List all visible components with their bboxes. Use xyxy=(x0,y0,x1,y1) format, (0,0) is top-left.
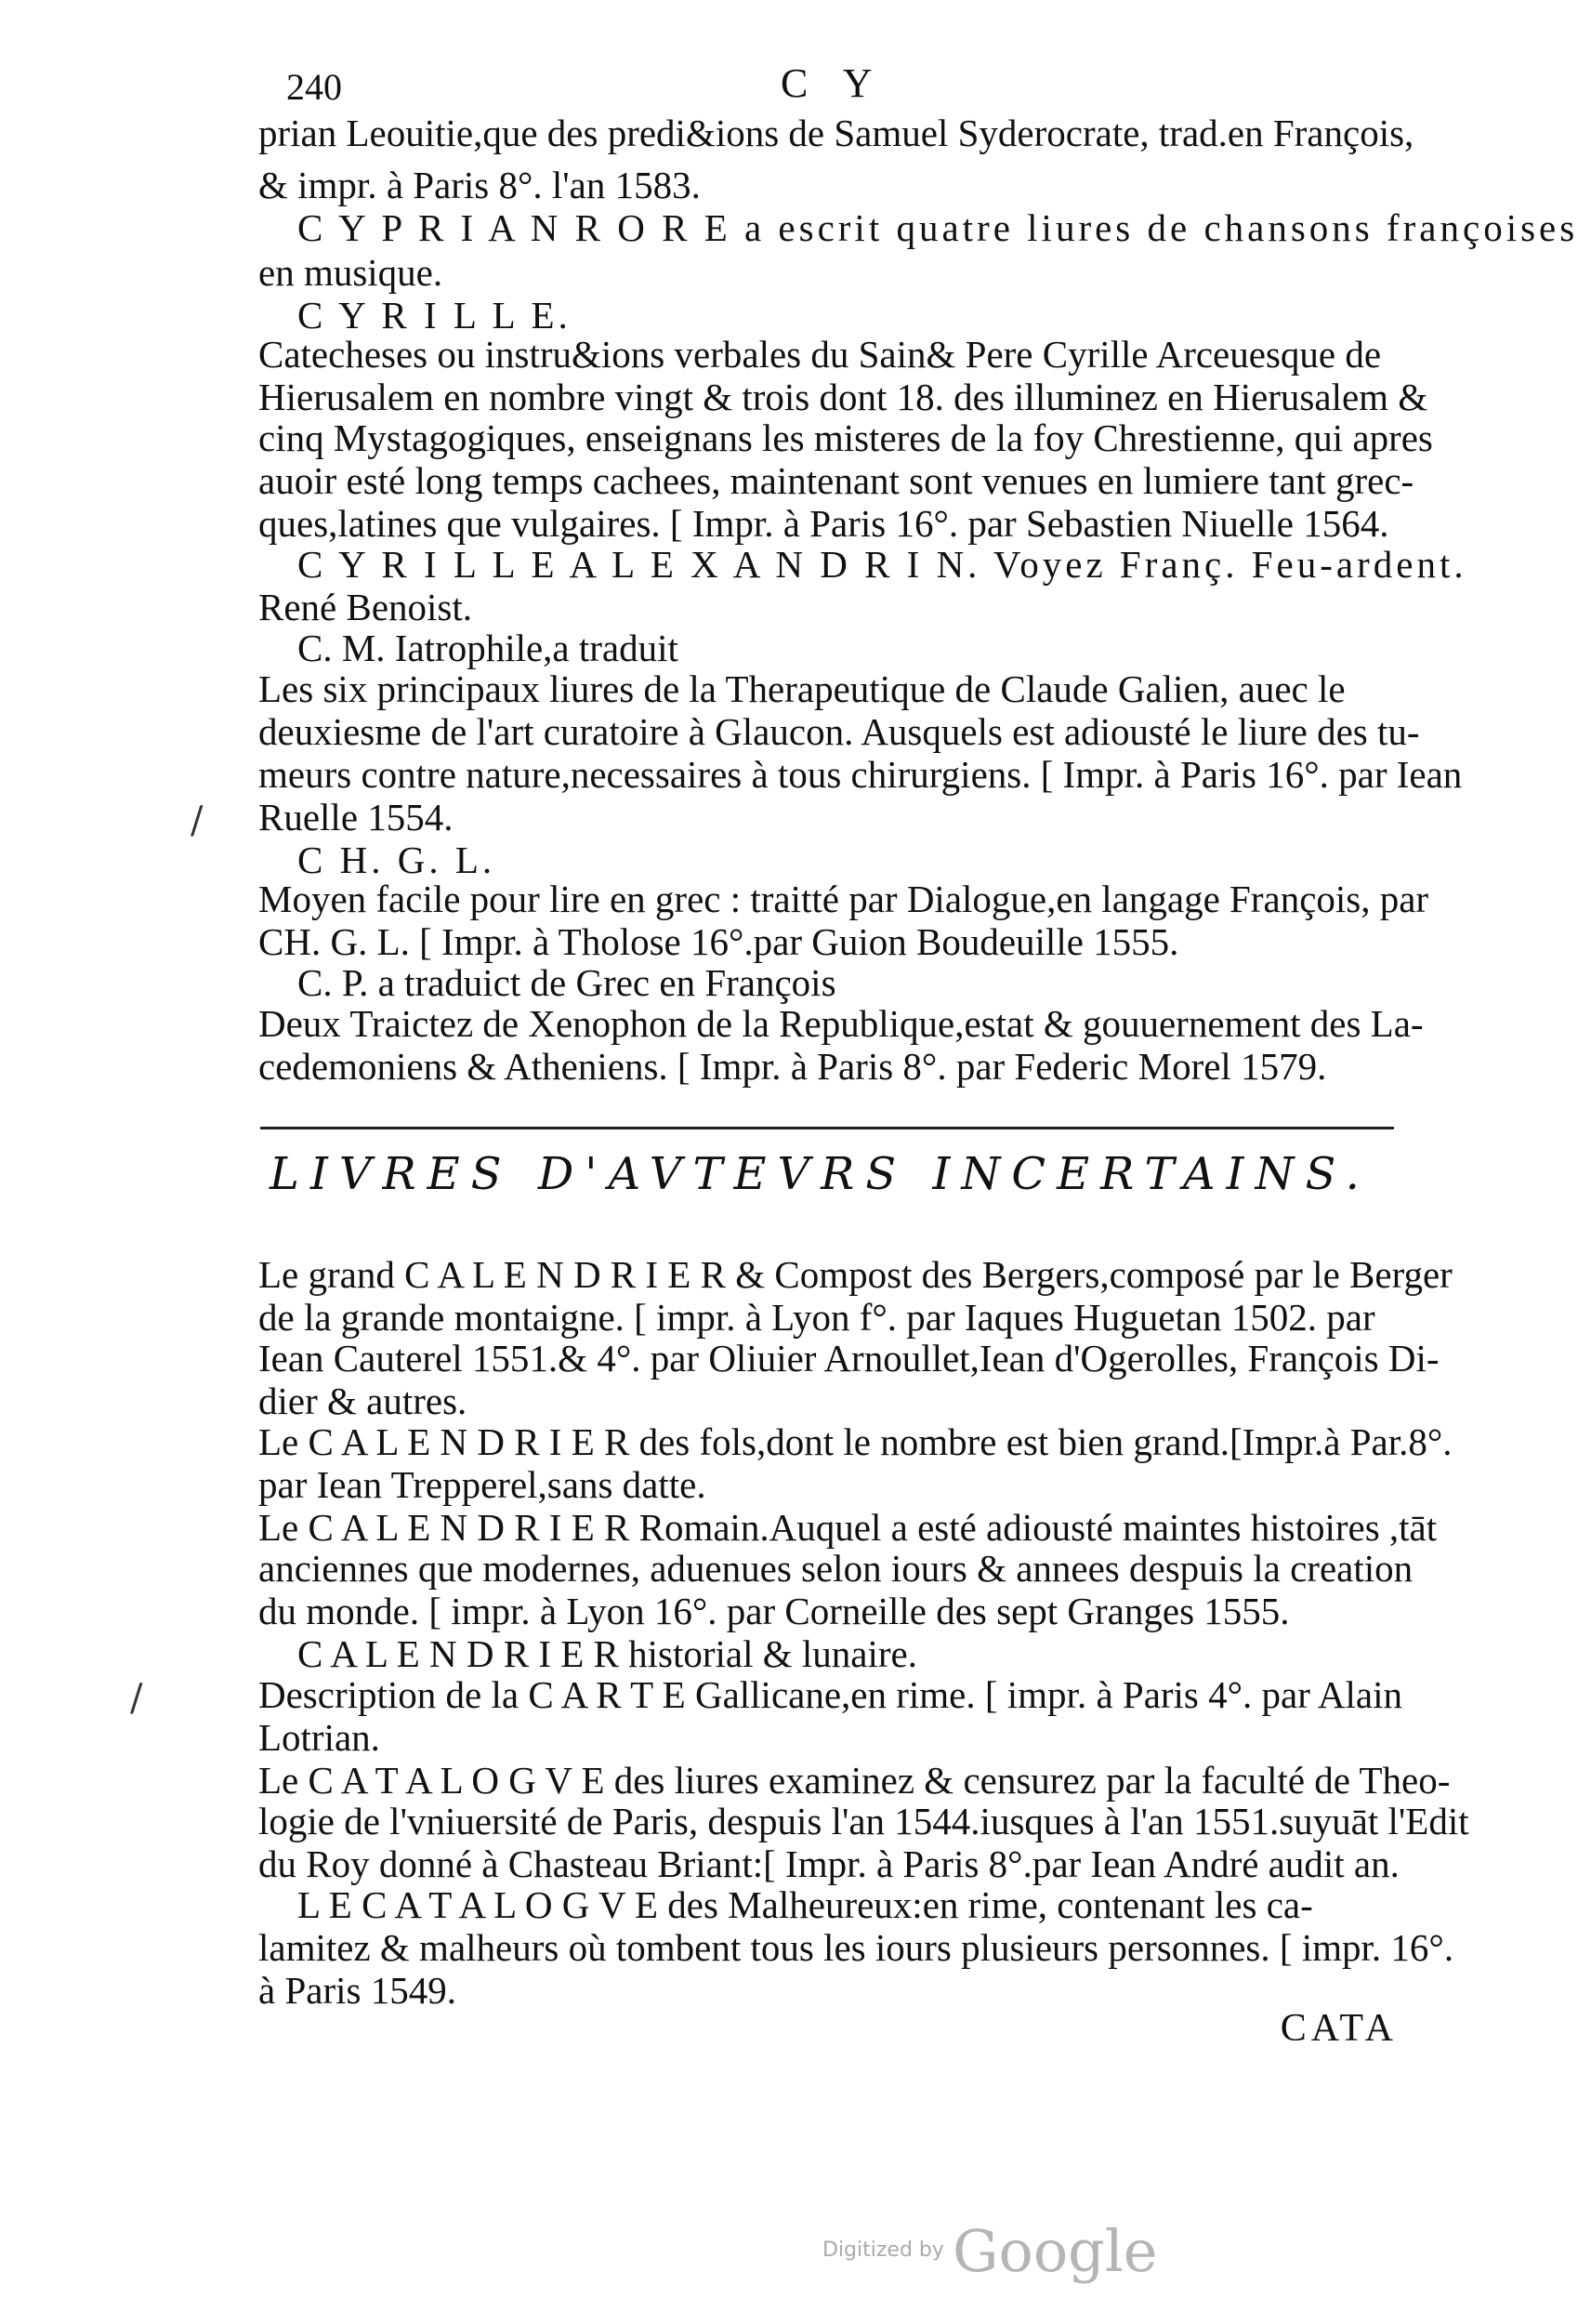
text-line: Description de la C A R T E Gallicane,en rime. [ impr. à Paris 4°. par Alain xyxy=(258,1673,1402,1716)
entry-heading: L E C A T A L O G V E des Malheureux:en rime, contenant les ca- xyxy=(297,1883,1313,1926)
text-line: cinq Mystagogiques, enseignans les misteres de la foy Chrestienne, qui apres xyxy=(258,416,1433,459)
entry-heading: C A L E N D R I E R historial & lunaire. xyxy=(297,1632,917,1675)
text-line: Moyen facile pour lire en grec : traitté par Dialogue,en langage François, par xyxy=(258,878,1429,920)
text-line: du Roy donné à Chasteau Briant:[ Impr. à Paris 8°.par Iean André audit an. xyxy=(258,1842,1400,1885)
text-line: du monde. [ impr. à Lyon 16°. par Corneille des sept Granges 1555. xyxy=(258,1590,1290,1632)
text-line: Le C A L E N D R I E R des fols,dont le nombre est bien grand.[Impr.à Par.8°. xyxy=(258,1420,1453,1463)
text-line: ques,latines que vulgaires. [ Impr. à Paris 16°. par Sebastien Niuelle 1564. xyxy=(258,502,1389,545)
page-number: 240 xyxy=(286,66,342,108)
text-line: Le grand C A L E N D R I E R & Compost des Bergers,composé par le Berger xyxy=(258,1253,1453,1296)
digitized-by-label: Digitized by xyxy=(822,2238,944,2262)
text-line: Le C A L E N D R I E R Romain.Auquel a esté adiousté maintes histoires ,tāt xyxy=(258,1506,1438,1549)
text-line: CH. G. L. [ Impr. à Tholose 16°.par Guion Boudeuille 1555. xyxy=(258,920,1179,963)
catchword: CATA xyxy=(1280,2007,1398,2050)
text-line: de la grande montaigne. [ impr. à Lyon f°. par Iaques Huguetan 1502. par xyxy=(258,1296,1375,1339)
text-line: en musique. xyxy=(258,251,443,294)
text-line: lamitez & malheurs où tombent tous les iours plusieurs personnes. [ impr. 16°. xyxy=(258,1926,1454,1969)
text-line: & impr. à Paris 8°. l'an 1583. xyxy=(258,164,701,206)
text-line: par Iean Trepperel,sans datte. xyxy=(258,1463,706,1506)
margin-mark: / xyxy=(191,799,204,842)
text-line: Deux Traictez de Xenophon de la Republique,estat & gouuernement des La- xyxy=(258,1002,1424,1045)
section-rule xyxy=(260,1127,1394,1129)
google-logo: Google xyxy=(953,2217,1158,2285)
entry-heading: C H. G. L. xyxy=(297,838,496,881)
text-line: auoir esté long temps cachees, maintenant sont venues en lumiere tant grec- xyxy=(258,459,1414,502)
text-line: Catecheses ou instru&ions verbales du Sain& Pere Cyrille Arceuesque de xyxy=(258,333,1382,376)
text-line: deuxiesme de l'art curatoire à Glaucon. Ausquels est adiousté le liure des tu- xyxy=(258,710,1420,753)
text-line: Le C A T A L O G V E des liures examinez & censurez par la faculté de Theo- xyxy=(258,1759,1451,1802)
text-line: à Paris 1549. xyxy=(258,1969,456,2012)
text-line: dier & autres. xyxy=(258,1380,467,1422)
text-line: prian Leouitie,que des predi&ions de Samuel Syderocrate, trad.en François, xyxy=(258,112,1414,154)
section-title: LIVRES D'AVTEVRS INCERTAINS. xyxy=(270,1148,1371,1200)
entry-heading: C. P. a traduict de Grec en François xyxy=(297,961,836,1004)
text-line: anciennes que modernes, aduenues selon iours & annees despuis la creation xyxy=(258,1547,1414,1590)
text-line: logie de l'vniuersité de Paris, despuis l'an 1544.iusques à l'an 1551.suyuāt l'Edit xyxy=(258,1800,1469,1842)
entry-heading: C Y R I L L E A L E X A N D R I N. Voyez Franç. Feu-ardent. xyxy=(297,543,1467,586)
text-line: Ruelle 1554. xyxy=(258,796,454,838)
text-line: Iean Cauterel 1551.& 4°. par Oliuier Arnoullet,Iean d'Ogerolles, François Di- xyxy=(258,1337,1440,1380)
text-line: Les six principaux liures de la Therapeutique de Claude Galien, auec le xyxy=(258,667,1346,710)
margin-mark: / xyxy=(130,1677,143,1720)
text-line: cedemoniens & Atheniens. [ Impr. à Paris 8°. par Federic Morel 1579. xyxy=(258,1045,1327,1088)
text-line: Hierusalem en nombre vingt & trois dont 18. des illuminez en Hierusalem & xyxy=(258,376,1428,418)
text-line: meurs contre nature,necessaires à tous chirurgiens. [ Impr. à Paris 16°. par Iean xyxy=(258,753,1463,796)
text-line: René Benoist. xyxy=(258,586,473,628)
text-line: Lotrian. xyxy=(258,1716,380,1759)
running-head: C Y xyxy=(781,60,886,106)
entry-heading: C. M. Iatrophile,a traduit xyxy=(297,627,678,669)
entry-heading: C Y R I L L E. xyxy=(297,294,572,337)
entry-heading: C Y P R I A N R O R E a escrit quatre liures de chansons françoises xyxy=(297,206,1578,249)
